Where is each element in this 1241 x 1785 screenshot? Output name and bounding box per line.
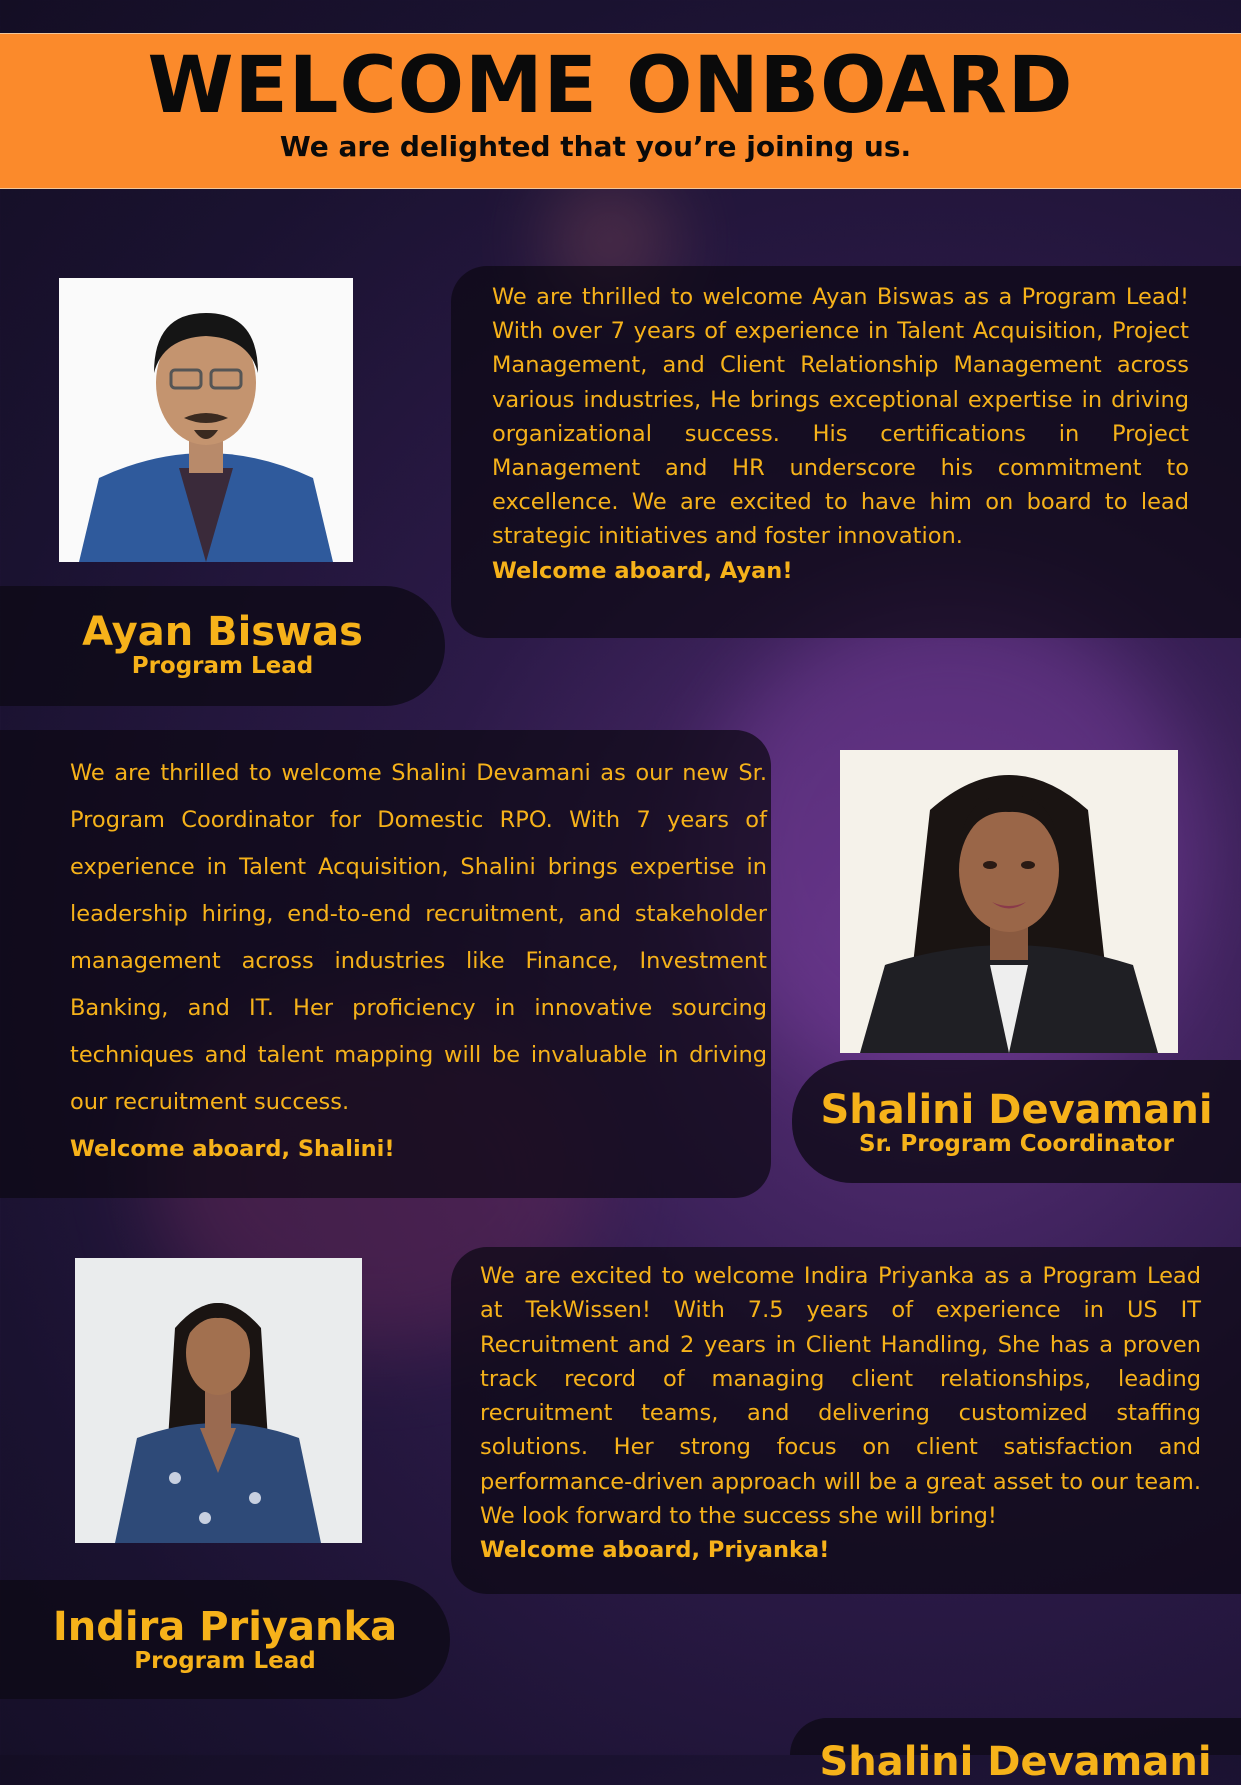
photo-ayan-biswas [59,278,353,562]
photo-indira-priyanka [75,1258,362,1543]
name-tag-shalini-devamani [792,1060,1241,1183]
name-tag-ayan-biswas [0,586,445,706]
welcome-banner [0,33,1241,189]
member-name: Shalini Devamani [819,1739,1212,1785]
person-portrait-icon [840,750,1178,1053]
banner-subtitle: We are delighted that you’re joining us. [279,130,912,163]
member-role: Program Lead [134,1648,316,1674]
person-portrait-icon [59,278,353,562]
bio-text: We are thrilled to welcome Shalini Devamani as our new Sr. Program Coordinator for Domestic RPO. With 7 years of experience in Talent Acquisition, Shalini brings expertise in leadership hiring, end-to-end recruitment, and stakeholder management across industries like Finance, Investment Banking, and IT. Her proficiency in innovative sourcing techniques and talent mapping will be invaluable in driving our recruitment success. [70,760,767,1115]
member-role: Sr. Program Coordinator [859,1131,1174,1157]
photo-shalini-devamani [840,750,1178,1053]
bio-card-shalini-devamani [0,730,771,1198]
bio-card-indira-priyanka [451,1247,1241,1594]
welcome-line: Welcome aboard, Priyanka! [480,1537,830,1564]
member-name: Ayan Biswas [82,609,363,655]
member-name: Indira Priyanka [52,1604,398,1650]
name-tag-cutoff [790,1718,1241,1785]
bio-text: We are thrilled to welcome Ayan Biswas as a Program Lead! With over 7 years of experience in Talent Acquisition, Project Management, and Client Relationship Management across various industries, He brings exceptional expertise in driving organizational success. His certifications in Project Management and HR underscore his commitment to excellence. We are excited to have him on board to lead strategic initiatives and foster innovation. [492,284,1189,550]
member-role: Program Lead [131,653,314,679]
bio-text: We are excited to welcome Indira Priyanka as a Program Lead at TekWissen! With 7.5 years of experience in US IT Recruitment and 2 years in Client Handling, She has a proven track record of managing client relationships, leading recruitment teams, and delivering customized staffing solutions. Her strong focus on client satisfaction and performance-driven approach will be a great asset to our team. We look forward to the success she will bring! [480,1263,1201,1530]
bio-card-ayan-biswas [451,266,1241,638]
person-portrait-icon [75,1258,362,1543]
member-name: Shalini Devamani [820,1087,1213,1133]
name-tag-indira-priyanka [0,1580,450,1699]
banner-title: WELCOME ONBOARD [147,41,1074,131]
welcome-line: Welcome aboard, Shalini! [70,1136,395,1162]
welcome-line: Welcome aboard, Ayan! [492,557,793,584]
